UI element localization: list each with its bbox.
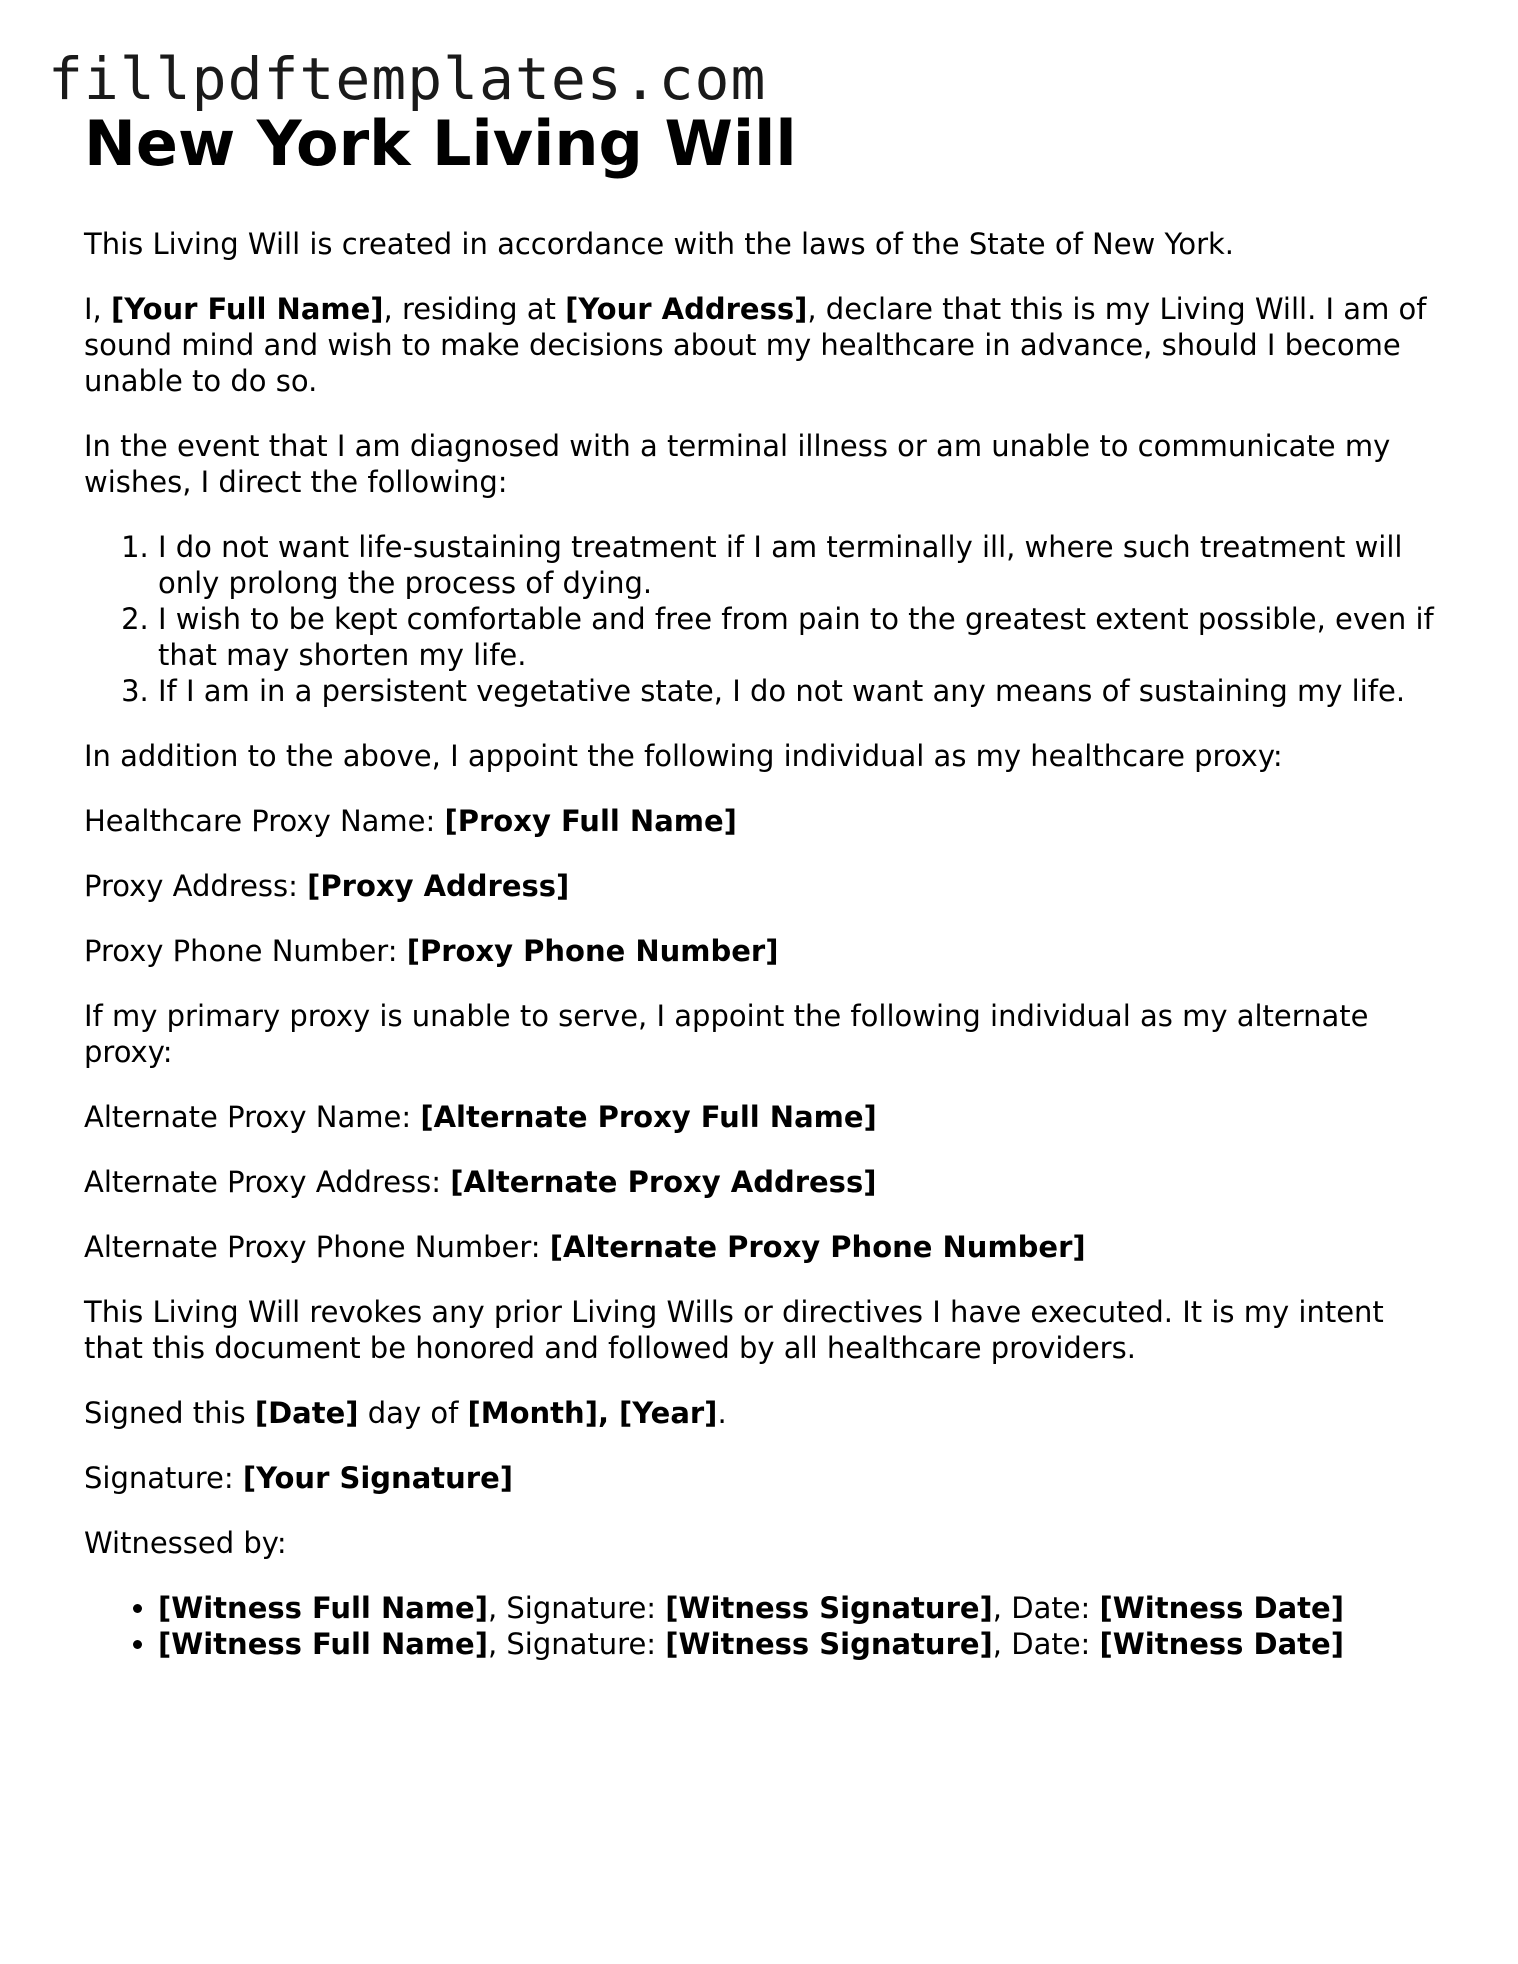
signature-line: [84, 1460, 1444, 1496]
witness-signature-label: , Signature:: [487, 1591, 666, 1625]
directive-item: 3. If I am in a persistent vegetative state, I do not want any means of sustaining my life.: [158, 673, 1444, 709]
declaration-residing: , residing at: [383, 292, 566, 326]
revocation-paragraph: This Living Will revokes any prior Living Wills or directives I have executed. It is my intent that this document be honored and followed by all healthcare providers.: [84, 1295, 1384, 1365]
date-field: [Date]: [254, 1396, 359, 1430]
witness-date-field: [Witness Date]: [1099, 1627, 1344, 1661]
alternate-name-label: Alternate Proxy Name:: [84, 1100, 421, 1134]
signature-label: Signature:: [84, 1461, 243, 1495]
witness-date-field: [Witness Date]: [1099, 1591, 1344, 1625]
proxy-phone-line: [84, 933, 1444, 969]
declaration-paragraph: [84, 291, 1444, 399]
alternate-address-label: Alternate Proxy Address:: [84, 1165, 451, 1199]
alternate-intro: If my primary proxy is unable to serve, I appoint the following individual as my alternate proxy:: [84, 999, 1369, 1069]
proxy-address-field: [Proxy Address]: [307, 869, 570, 903]
intro-paragraph: This Living Will is created in accordance with the laws of the State of New York.: [84, 227, 1235, 261]
signed-line: [84, 1395, 1444, 1431]
witness-name-field: [Witness Full Name]: [158, 1591, 488, 1625]
alternate-phone-line: [84, 1229, 1444, 1265]
signature-field: [Your Signature]: [242, 1461, 513, 1495]
proxy-name-label: Healthcare Proxy Name:: [84, 804, 445, 838]
your-address-field: [Your Address]: [565, 292, 808, 326]
witness-signature-field: [Witness Signature]: [665, 1591, 993, 1625]
witness-item: [158, 1590, 1444, 1626]
proxy-address-line: [84, 868, 1444, 904]
document-body: [84, 108, 1444, 1691]
watermark-text: fillpdftemplates.com: [48, 45, 767, 113]
signed-prefix: Signed this: [84, 1396, 255, 1430]
directive-item: 1. I do not want life-sustaining treatment if I am terminally ill, where such treatment will only prolong the process of dying.: [158, 529, 1444, 601]
alternate-address-line: [84, 1164, 1444, 1200]
proxy-name-line: [84, 803, 1444, 839]
witness-name-field: [Witness Full Name]: [158, 1627, 488, 1661]
alternate-name-line: [84, 1099, 1444, 1135]
proxy-phone-field: [Proxy Phone Number]: [406, 934, 779, 968]
declaration-suffix: , declare that this is my Living Will. I am of sound mind and wish to make decisions about my healthcare in advance, should I become unable to do so.: [84, 292, 1427, 398]
proxy-intro: In addition to the above, I appoint the following individual as my healthcare proxy:: [84, 739, 1283, 773]
document-title: New York Living Will: [84, 107, 797, 180]
witness-signature-label: , Signature:: [487, 1627, 666, 1661]
directive-item: 2. I wish to be kept comfortable and free from pain to the greatest extent possible, even if that may shorten my life.: [158, 601, 1444, 673]
witness-date-label: , Date:: [992, 1627, 1100, 1661]
directives-list: [84, 529, 1444, 709]
witness-intro: Witnessed by:: [84, 1526, 287, 1560]
alternate-name-field: [Alternate Proxy Full Name]: [420, 1100, 877, 1134]
proxy-name-field: [Proxy Full Name]: [444, 804, 737, 838]
alternate-address-field: [Alternate Proxy Address]: [450, 1165, 877, 1199]
witness-date-label: , Date:: [992, 1591, 1100, 1625]
signed-suffix: .: [717, 1396, 727, 1430]
signed-middle: day of: [358, 1396, 468, 1430]
directive-intro: In the event that I am diagnosed with a terminal illness or am unable to communicate my wishes, I direct the following:: [84, 429, 1391, 499]
alternate-phone-field: [Alternate Proxy Phone Number]: [549, 1230, 1086, 1264]
witness-list: [84, 1590, 1444, 1662]
witness-item: [158, 1626, 1444, 1662]
alternate-phone-label: Alternate Proxy Phone Number:: [84, 1230, 550, 1264]
proxy-phone-label: Proxy Phone Number:: [84, 934, 407, 968]
proxy-address-label: Proxy Address:: [84, 869, 308, 903]
month-year-field: [Month], [Year]: [467, 1396, 718, 1430]
your-full-name-field: [Your Full Name]: [111, 292, 384, 326]
witness-signature-field: [Witness Signature]: [665, 1627, 993, 1661]
declaration-prefix: I,: [84, 292, 111, 326]
